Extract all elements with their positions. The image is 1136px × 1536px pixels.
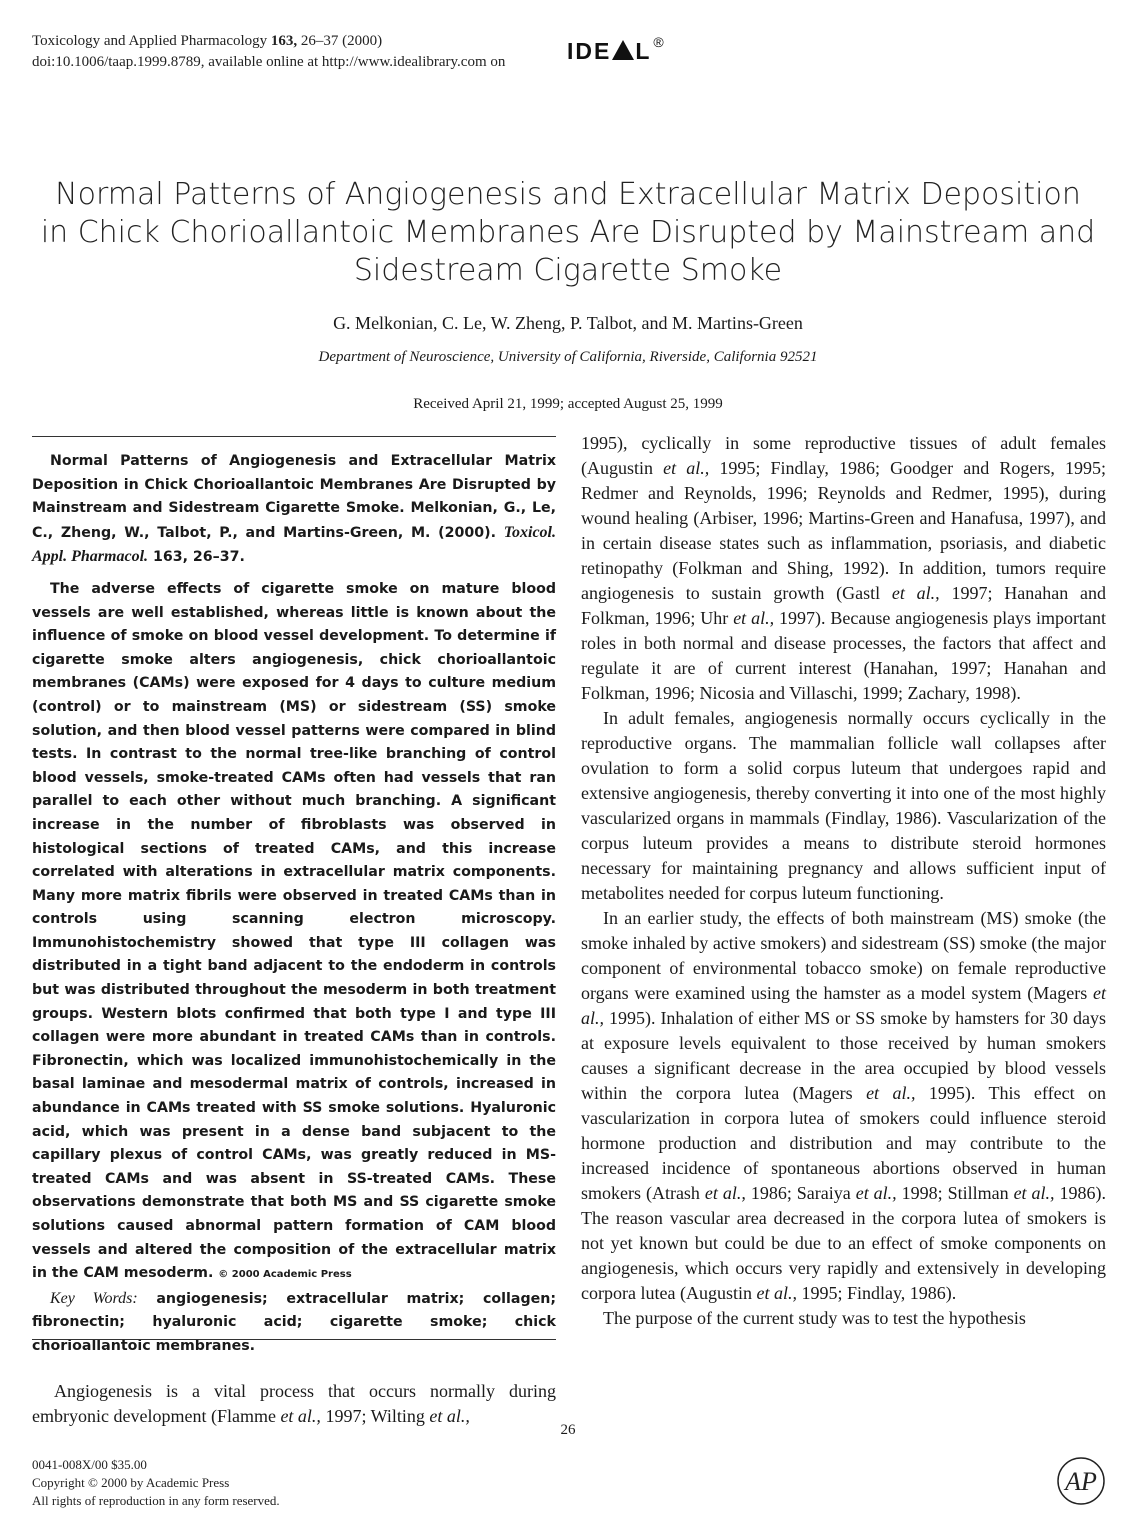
abstract-citation: Normal Patterns of Angiogenesis and Extracellular Matrix Deposition in Chick Chorioallantoic Membranes Are Disrupted by Mainstream and Sidestream Cigarette Smoke. Melkonian, G., Le, C., Zheng, W., Talbot, P., and Martins-Green, M. (2000). Toxicol. Appl. Pharmacol. 163, 26–37.: [32, 453, 556, 566]
abstract-top-rule: [32, 436, 556, 437]
paragraph-continued: 1995), cyclically in some reproductive tissues of adult females (Augustin et al., 1995; Findlay, 1986; Goodger and Rogers, 1995; Redmer and Reynolds, 1996; Reynolds and Redmer, 1995), during wound healing (Arbiser, 1996; Martins-Green and Hanafusa, 1997), and in certain disease states such as inflammation, psoriasis, and diabetic retinopathy (Folkman and Shing, 1992). In addition, tumors require angiogenesis to sustain growth (Gastl et al., 1997; Hanahan and Folkman, 1996; Uhr et al., 1997). Because angiogenesis plays important roles in both normal and disease processes, the factors that affect and regulate it are of current interest (Hanahan, 1997; Hanahan and Folkman, 1996; Nicosia and Villaschi, 1999; Zachary, 1998).: [581, 433, 1106, 703]
doi-line: doi:10.1006/taap.1999.8789, available online at http://www.idealibrary.com on: [32, 54, 506, 70]
received-dates: Received April 21, 1999; accepted August 25, 1999: [413, 396, 723, 412]
journal-volume: 163,: [270, 33, 298, 49]
ideal-logo: IDE L ®: [567, 34, 666, 64]
affiliation: Department of Neuroscience, University of California, Riverside, California 92521: [318, 349, 818, 365]
abstract-bottom-rule: [32, 1339, 556, 1340]
svg-text:AP: AP: [1065, 1467, 1097, 1496]
authors: G. Melkonian, C. Le, W. Zheng, P. Talbot, and M. Martins-Green: [333, 313, 803, 333]
keywords: Key Words: angiogenesis; extracellular matrix; collagen; fibronectin; hyaluronic acid; cigarette smoke; chick chorioallantoic membranes.: [32, 1289, 557, 1354]
journal-header: [32, 31, 505, 73]
page-number: 26: [560, 1422, 576, 1438]
abstract-body: The adverse effects of cigarette smoke on mature blood vessels are well established, whereas little is known about the influence of smoke on blood vessel development. To determine if cigarette smoke alters angiogenesis, chick chorioallantoic membranes (CAMs) were exposed for 4 days to culture medium (control) or to mainstream (MS) or sidestream (SS) smoke solution, and then blood vessel patterns were compared in blind tests. In contrast to the normal tree-like branching of control blood vessels, smoke-treated CAMs often had vessels that ran parallel to each other without much branching. A significant increase in the number of fibroblasts was observed in histological sections of treated CAMs, and this increase correlated with alterations in extracellular matrix components. Many more matrix fibrils were observed in treated CAMs than in controls using scanning electron microscopy. Immunohistochemistry showed that type III collagen was distributed in a tight band adjacent to the endoderm in controls but was distributed throughout the mesoderm in both treatment groups. Western blots confirmed that both type I and type III collagen were more abundant in treated CAMs than in controls. Fibronectin, which was localized immunohistochemically in the basal laminae and mesodermal matrix of controls, increased in abundance in CAMs treated with SS smoke solutions. Hyaluronic acid, which was present in a dense band subjacent to the capillary plexus of control CAMs, was greatly reduced in MS-treated CAMs and was absent in SS-treated CAMs. These observations demonstrate that both MS and SS cigarette smoke solutions caused abnormal pattern formation of CAM blood vessels and altered the composition of the extracellular matrix in the CAM mesoderm. © 2000 Academic Press: [32, 580, 556, 1282]
footer-copyright-block: [32, 1456, 280, 1510]
footer-rights: All rights of reproduction in any form reserved.: [32, 1493, 280, 1508]
paragraph-purpose: The purpose of the current study was to test the hypothesis: [603, 1308, 1026, 1328]
footer-price: 0041-008X/00 $35.00: [32, 1457, 147, 1472]
article-title: Normal Patterns of Angiogenesis and Extracellular Matrix Deposition in Chick Chorioallantoic Membranes Are Disrupted by Mainstream and Sidestream Cigarette Smoke: [40, 177, 1096, 288]
right-column-body: [581, 431, 1106, 1331]
abstract-copyright: © 2000 Academic Press: [218, 1269, 352, 1281]
journal-citation-line: Toxicology and Applied Pharmacology 163, 26–37 (2000): [32, 33, 383, 49]
intro-paragraph: Angiogenesis is a vital process that occurs normally during embryonic development (Flamme et al., 1997; Wilting et al.,: [32, 1381, 556, 1426]
ideal-a-icon: [612, 40, 634, 60]
paragraph-adult-females: In adult females, angiogenesis normally occurs cyclically in the reproductive organs. The mammalian follicle wall collapses after ovulation to form a solid corpus luteum that undergoes rapid and extensive angiogenesis, thereby converting it into one of the most highly vascularized organs in mammals (Findlay, 1986). Vascularization of the corpus luteum provides a means to distribute steroid hormones necessary for maintaining pregnancy and allows sufficient input of metabolites needed for corpus luteum functioning.: [581, 708, 1106, 903]
abstract: [32, 450, 556, 1359]
footer-copyright: Copyright © 2000 by Academic Press: [32, 1475, 230, 1490]
paragraph-earlier-study: In an earlier study, the effects of both mainstream (MS) smoke (the smoke inhaled by active smokers) and sidestream (SS) smoke (the major component of environmental tobacco smoke) on female reproductive organs were examined using the hamster as a model system (Magers et al., 1995). Inhalation of either MS or SS smoke by hamsters for 30 days at exposure levels equivalent to those received by human smokers causes a significant decrease in the area occupied by blood vessels within the corpora lutea (Magers et al., 1995). This effect on vascularization in corpora lutea of smokers could influence steroid hormone production and distribution and may contribute to the increased incidence of spontaneous abortions observed in human smokers (Atrash et al., 1986; Saraiya et al., 1998; Stillman et al., 1986). The reason vascular area decreased in the corpora lutea of smokers is not yet known but could be due to an effect of smoke components on angiogenesis, which occurs very rapidly and extensively in developing corpora lutea (Augustin et al., 1995; Findlay, 1986).: [581, 908, 1106, 1303]
academic-press-logo-icon: [1056, 1456, 1106, 1506]
